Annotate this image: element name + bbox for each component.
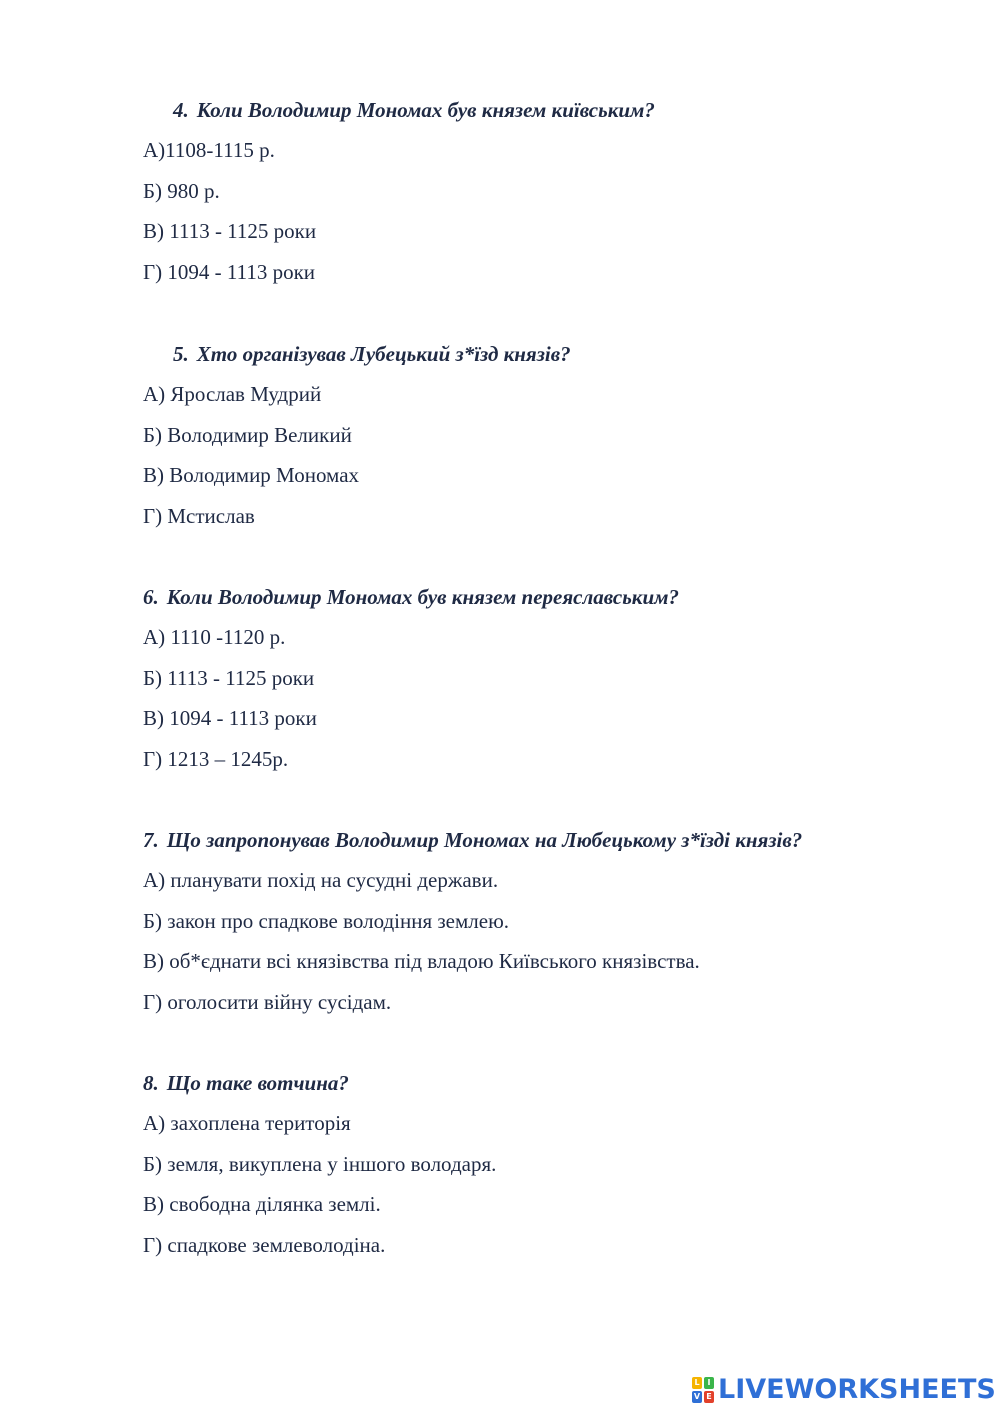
- answer-option-a[interactable]: А) Ярослав Мудрий: [143, 382, 322, 406]
- answer-option-a[interactable]: А) захоплена територія: [143, 1111, 351, 1135]
- question-text: Хто організував Лубецький з*їзд князів?: [196, 342, 571, 366]
- liveworksheets-logo-icon: [692, 1377, 714, 1403]
- answer-option-d[interactable]: Г) спадкове землеволодіна.: [143, 1232, 386, 1257]
- question-number: 7.: [143, 828, 159, 852]
- answer-option-d[interactable]: Г) Мстислав: [143, 503, 255, 528]
- logo-tile-v: V: [693, 1392, 701, 1401]
- answer-option-b[interactable]: Б) земля, викуплена у іншого володаря.: [143, 1151, 497, 1176]
- question-title: [143, 828, 943, 852]
- logo-tile-i: I: [704, 1377, 714, 1389]
- answer-option-d[interactable]: Г) 1094 - 1113 роки: [143, 259, 316, 284]
- question-number: 8.: [143, 1071, 159, 1095]
- answer-option-c[interactable]: В) об*єднати всі князівства під владою Київського князівства.: [143, 949, 700, 973]
- question-4: [143, 98, 943, 300]
- answer-option-b[interactable]: Б) 980 р.: [143, 178, 220, 203]
- question-text: Що таке вотчина?: [166, 1071, 349, 1095]
- question-6: [143, 585, 943, 787]
- question-number: 4.: [173, 98, 189, 122]
- logo-tile-l: L: [692, 1377, 702, 1389]
- brand-text: LIVEWORKSHEETS: [718, 1374, 996, 1405]
- liveworksheets-brand: [692, 1374, 996, 1406]
- answer-option-c[interactable]: В) свободна ділянка землі.: [143, 1192, 381, 1216]
- question-text: Що запропонував Володимир Мономах на Любецькому з*їзді князів?: [166, 828, 803, 852]
- question-7: [143, 828, 943, 1030]
- answer-option-a[interactable]: А) планувати похід на сусудні держави.: [143, 868, 499, 892]
- answer-option-b[interactable]: Б) 1113 - 1125 роки: [143, 665, 315, 690]
- answer-option-c[interactable]: В) 1113 - 1125 роки: [143, 219, 317, 243]
- answer-option-d[interactable]: Г) оголосити війну сусідам.: [143, 989, 392, 1014]
- question-title: [143, 1071, 943, 1095]
- question-title: [143, 98, 943, 122]
- question-title: [143, 585, 943, 609]
- answer-option-b[interactable]: Б) закон про спадкове володіння землею.: [143, 908, 510, 933]
- question-8: [143, 1071, 943, 1273]
- answer-option-a[interactable]: А)1108-1115 р.: [143, 138, 275, 162]
- question-number: 6.: [143, 585, 159, 609]
- question-text: Коли Володимир Мономах був князем київським?: [196, 98, 655, 122]
- question-number: 5.: [173, 342, 189, 366]
- logo-tile-e: E: [704, 1391, 714, 1403]
- answer-option-a[interactable]: А) 1110 -1120 р.: [143, 625, 286, 649]
- question-5: [143, 342, 943, 544]
- question-text: Коли Володимир Мономах був князем переяславським?: [166, 585, 680, 609]
- answer-option-c[interactable]: В) Володимир Мономах: [143, 463, 360, 487]
- question-title: [143, 342, 943, 366]
- answer-option-b[interactable]: Б) Володимир Великий: [143, 422, 352, 447]
- answer-option-c[interactable]: В) 1094 - 1113 роки: [143, 706, 317, 730]
- answer-option-d[interactable]: Г) 1213 – 1245р.: [143, 746, 289, 771]
